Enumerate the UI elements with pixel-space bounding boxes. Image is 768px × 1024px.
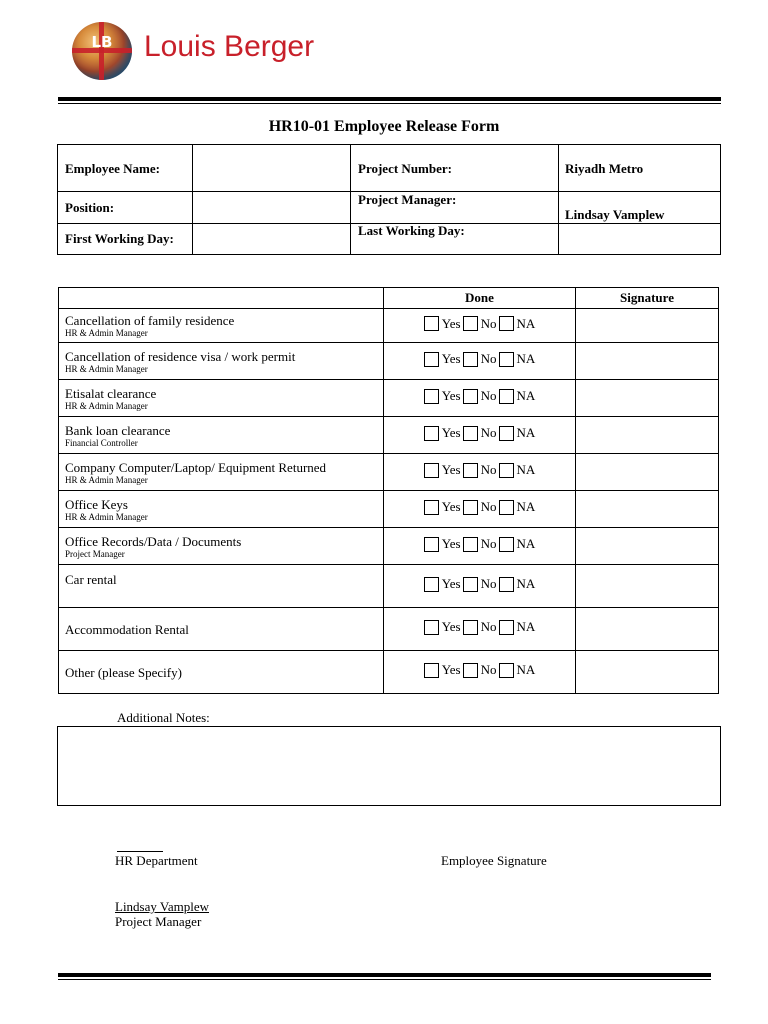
option-no[interactable] [463,462,497,478]
header-rule [58,97,721,101]
signature-cell[interactable] [576,309,719,343]
option-yes[interactable] [424,619,461,635]
task-cell [59,454,384,491]
done-cell [384,343,576,380]
checkbox[interactable] [463,577,478,592]
project-number-value: Riyadh Metro [565,161,644,176]
task-cell [59,651,384,694]
option-label: No [480,536,497,552]
option-yes[interactable] [424,351,461,367]
option-na[interactable] [499,351,536,367]
manager-title: Project Manager [115,914,202,929]
task-label: Other (please Specify) [65,664,182,680]
signature-cell[interactable] [576,491,719,528]
task-cell [59,343,384,380]
checkbox[interactable] [499,352,514,367]
signature-cell[interactable] [576,380,719,417]
task-responsible: HR & Admin Manager [65,400,148,411]
checklist-row [59,454,719,491]
checkbox[interactable] [424,663,439,678]
task-responsible: HR & Admin Manager [65,474,148,485]
option-label: Yes [441,536,461,552]
footer-rule-thin [58,979,711,980]
option-label: Yes [441,425,461,441]
hr-department-label: HR Department [115,853,198,868]
option-label: Yes [441,388,461,404]
checkbox[interactable] [499,463,514,478]
checklist-row [59,309,719,343]
project-manager-label: Project Manager: [358,192,457,207]
checklist-row [59,565,719,608]
checkbox[interactable] [499,537,514,552]
logo-monogram: LB [91,33,113,51]
done-cell [384,380,576,417]
option-yes[interactable] [424,576,461,592]
option-na[interactable] [499,619,536,635]
header-rule-thin [58,103,721,104]
option-label: No [480,576,497,592]
checkbox[interactable] [499,426,514,441]
checklist-row [59,608,719,651]
option-yes[interactable] [424,316,461,332]
checkbox[interactable] [424,620,439,635]
checkbox[interactable] [463,426,478,441]
checklist-row [59,380,719,417]
checkbox[interactable] [499,620,514,635]
checklist-row [59,528,719,565]
option-label: NA [516,388,536,404]
option-label: No [480,662,497,678]
option-na[interactable] [499,576,536,592]
option-no[interactable] [463,619,497,635]
signature-cell[interactable] [576,528,719,565]
checkbox[interactable] [499,389,514,404]
option-yes[interactable] [424,536,461,552]
option-na[interactable] [499,316,536,332]
checkbox[interactable] [499,316,514,331]
signature-cell[interactable] [576,608,719,651]
task-responsible: Project Manager [65,548,125,559]
task-cell [59,565,384,608]
checkbox[interactable] [499,500,514,515]
task-label: Cancellation of residence visa / work permit [65,348,296,364]
employee-info-grid [57,144,721,255]
option-label: No [480,619,497,635]
option-yes[interactable] [424,462,461,478]
option-label: NA [516,662,536,678]
signature-cell[interactable] [576,417,719,454]
option-label: NA [516,315,536,331]
checkbox[interactable] [463,463,478,478]
task-label: Etisalat clearance [65,385,157,401]
checkbox[interactable] [424,389,439,404]
done-header: Done [384,288,576,309]
option-label: NA [516,536,536,552]
task-cell [59,380,384,417]
option-label: No [480,315,497,331]
task-cell [59,608,384,651]
option-no[interactable] [463,662,497,678]
checkbox[interactable] [463,663,478,678]
option-label: NA [516,499,536,515]
employee-name-label: Employee Name: [65,161,160,176]
company-name: Louis Berger [144,30,315,63]
checkbox[interactable] [463,620,478,635]
task-label: Accommodation Rental [65,621,189,637]
checkbox[interactable] [424,537,439,552]
option-no[interactable] [463,388,497,404]
option-label: Yes [441,619,461,635]
task-cell [59,491,384,528]
option-label: Yes [441,462,461,478]
checklist-row [59,343,719,380]
task-label: Bank loan clearance [65,422,171,438]
option-yes[interactable] [424,499,461,515]
done-cell [384,417,576,454]
option-label: No [480,388,497,404]
option-na[interactable] [499,499,536,515]
done-cell [384,491,576,528]
task-responsible: HR & Admin Manager [65,511,148,522]
task-label: Car rental [65,572,117,587]
option-na[interactable] [499,388,536,404]
checklist-header-row [59,288,719,309]
manager-name: Lindsay Vamplew [115,899,209,914]
done-cell [384,608,576,651]
option-label: Yes [441,662,461,678]
task-label: Company Computer/Laptop/ Equipment Returned [65,459,327,475]
form-title: HR10-01 Employee Release Form [268,118,500,135]
checkbox[interactable] [463,500,478,515]
checkbox[interactable] [424,426,439,441]
option-no[interactable] [463,536,497,552]
position-field[interactable] [193,192,350,223]
option-na[interactable] [499,662,536,678]
task-responsible: HR & Admin Manager [65,328,148,338]
first-working-day-label: First Working Day: [65,231,174,246]
position-label: Position: [65,200,115,215]
signature-cell[interactable] [576,651,719,694]
done-cell [384,565,576,608]
option-label: NA [516,619,536,635]
option-no[interactable] [463,576,497,592]
option-label: No [480,462,497,478]
option-label: Yes [441,499,461,515]
employee-signature-label: Employee Signature [441,853,547,868]
task-label: Office Keys [65,496,128,512]
checkbox[interactable] [424,352,439,367]
task-responsible: Financial Controller [65,437,138,448]
signature-header: Signature [576,288,719,309]
option-na[interactable] [499,536,536,552]
done-cell [384,309,576,343]
option-label: No [480,351,497,367]
option-label: NA [516,351,536,367]
option-yes[interactable] [424,388,461,404]
project-number-label: Project Number: [358,161,452,176]
additional-notes-field[interactable] [57,726,721,806]
option-no[interactable] [463,316,497,332]
checkbox[interactable] [424,463,439,478]
option-label: NA [516,425,536,441]
option-label: NA [516,462,536,478]
checklist-row [59,651,719,694]
task-cell [59,528,384,565]
hr-signature-line [117,851,163,852]
task-label: Office Records/Data / Documents [65,533,242,549]
option-na[interactable] [499,462,536,478]
option-no[interactable] [463,351,497,367]
checkbox[interactable] [499,577,514,592]
checkbox[interactable] [424,577,439,592]
checkbox[interactable] [463,389,478,404]
option-yes[interactable] [424,425,461,441]
option-label: No [480,499,497,515]
option-label: Yes [441,351,461,367]
checkbox[interactable] [463,352,478,367]
employee-name-field[interactable] [193,145,350,191]
checkbox[interactable] [424,316,439,331]
option-no[interactable] [463,499,497,515]
checklist-row [59,491,719,528]
task-cell [59,309,384,343]
done-cell [384,528,576,565]
checkbox[interactable] [463,537,478,552]
task-header [59,288,384,309]
option-label: Yes [441,315,461,331]
option-yes[interactable] [424,662,461,678]
done-cell [384,454,576,491]
checkbox[interactable] [499,663,514,678]
company-logo [72,22,132,80]
first-working-day-field[interactable] [193,224,350,255]
checkbox[interactable] [463,316,478,331]
signature-cell[interactable] [576,565,719,608]
option-label: Yes [441,576,461,592]
option-label: No [480,425,497,441]
done-cell [384,651,576,694]
checklist-row [59,417,719,454]
signature-cell[interactable] [576,454,719,491]
option-label: NA [516,576,536,592]
task-cell [59,417,384,454]
footer-rule [58,973,711,977]
task-label: Cancellation of family residence [65,313,235,328]
task-responsible: HR & Admin Manager [65,363,148,374]
option-no[interactable] [463,425,497,441]
signature-cell[interactable] [576,343,719,380]
checkbox[interactable] [424,500,439,515]
clearance-checklist [58,287,719,694]
option-na[interactable] [499,425,536,441]
project-manager-value: Lindsay Vamplew [565,207,665,222]
last-working-day-label: Last Working Day: [358,223,465,238]
additional-notes-label: Additional Notes: [117,710,210,725]
